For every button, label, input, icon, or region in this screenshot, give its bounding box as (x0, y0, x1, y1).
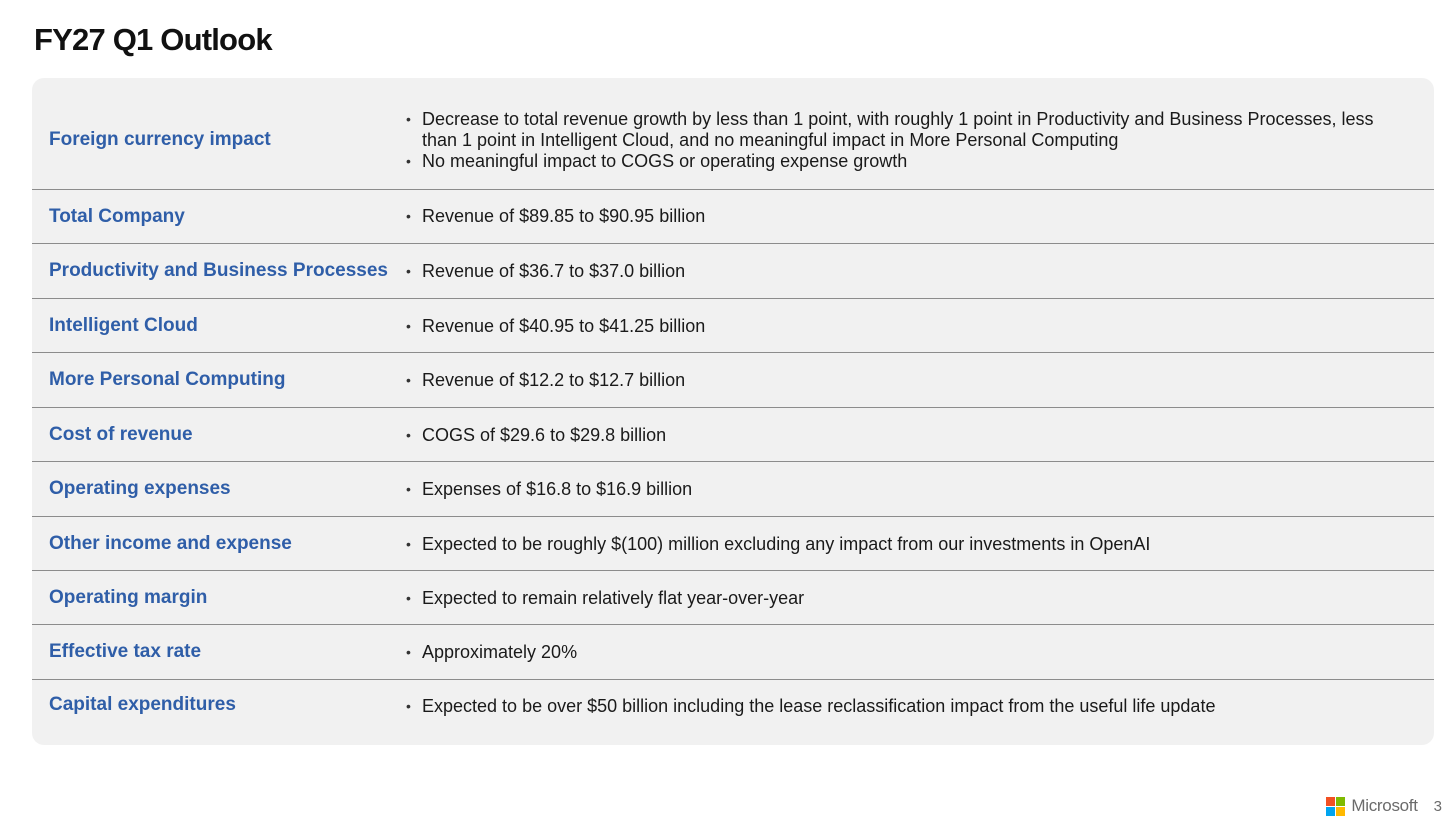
table-row (32, 462, 1434, 517)
bullet-text: • Expected to remain relatively flat year-over-year (404, 588, 1410, 609)
logo-square-yellow (1336, 807, 1345, 816)
table-row (32, 571, 1434, 625)
table-row (32, 625, 1434, 680)
bullet-text: • Revenue of $36.7 to $37.0 billion (404, 261, 1410, 282)
row-label: Productivity and Business Processes (49, 260, 388, 281)
row-label: More Personal Computing (49, 369, 286, 390)
row-bullets (404, 479, 1410, 500)
row-bullets (404, 370, 1410, 391)
slide-footer (1326, 796, 1442, 816)
logo-square-green (1336, 797, 1345, 806)
row-label: Effective tax rate (49, 641, 202, 662)
bullet-text: • Revenue of $89.85 to $90.95 billion (404, 206, 1410, 227)
brand-name: Microsoft (1351, 796, 1418, 815)
logo-square-red (1326, 797, 1335, 806)
row-label: Total Company (49, 206, 185, 227)
row-bullets (404, 642, 1410, 663)
logo-square-blue (1326, 807, 1335, 816)
row-label: Other income and expense (49, 533, 292, 554)
table-row (32, 244, 1434, 299)
row-bullets (404, 109, 1410, 172)
table-row (32, 353, 1434, 408)
bullet-text: • COGS of $29.6 to $29.8 billion (404, 425, 1410, 446)
microsoft-logo-icon (1326, 797, 1345, 816)
bullet-text: • Decrease to total revenue growth by less than 1 point, with roughly 1 point in Productivity and Business Processes, less than 1 point in Intelligent Cloud, and no meaningful impact in More Personal Computing (404, 109, 1410, 151)
outlook-table (32, 78, 1434, 745)
row-label: Operating expenses (49, 478, 231, 499)
bullet-text: • Expected to be over $50 billion including the lease reclassification impact from the useful life update (404, 696, 1410, 717)
table-row (32, 190, 1434, 244)
row-label: Foreign currency impact (49, 129, 271, 150)
table-row (32, 408, 1434, 462)
table-row (32, 517, 1434, 571)
row-bullets (404, 534, 1410, 555)
row-label: Cost of revenue (49, 424, 193, 445)
row-bullets (404, 261, 1410, 282)
row-label: Capital expenditures (49, 694, 236, 715)
bullet-text: • Approximately 20% (404, 642, 1410, 663)
page-number: 3 (1433, 797, 1442, 815)
row-bullets (404, 316, 1410, 337)
bullet-text: • Revenue of $12.2 to $12.7 billion (404, 370, 1410, 391)
row-bullets (404, 696, 1410, 717)
table-row (32, 299, 1434, 353)
bullet-text: • Expected to be roughly $(100) million excluding any impact from our investments in OpenAI (404, 534, 1410, 555)
row-bullets (404, 588, 1410, 609)
bullet-text: • Revenue of $40.95 to $41.25 billion (404, 316, 1410, 337)
table-row (32, 680, 1434, 745)
bullet-text: • Expenses of $16.8 to $16.9 billion (404, 479, 1410, 500)
bullet-text: • No meaningful impact to COGS or operating expense growth (404, 151, 1410, 172)
row-bullets (404, 425, 1410, 446)
row-bullets (404, 206, 1410, 227)
row-label: Intelligent Cloud (49, 315, 198, 336)
table-row (32, 78, 1434, 190)
row-label: Operating margin (49, 587, 208, 608)
slide-title: FY27 Q1 Outlook (34, 22, 272, 57)
